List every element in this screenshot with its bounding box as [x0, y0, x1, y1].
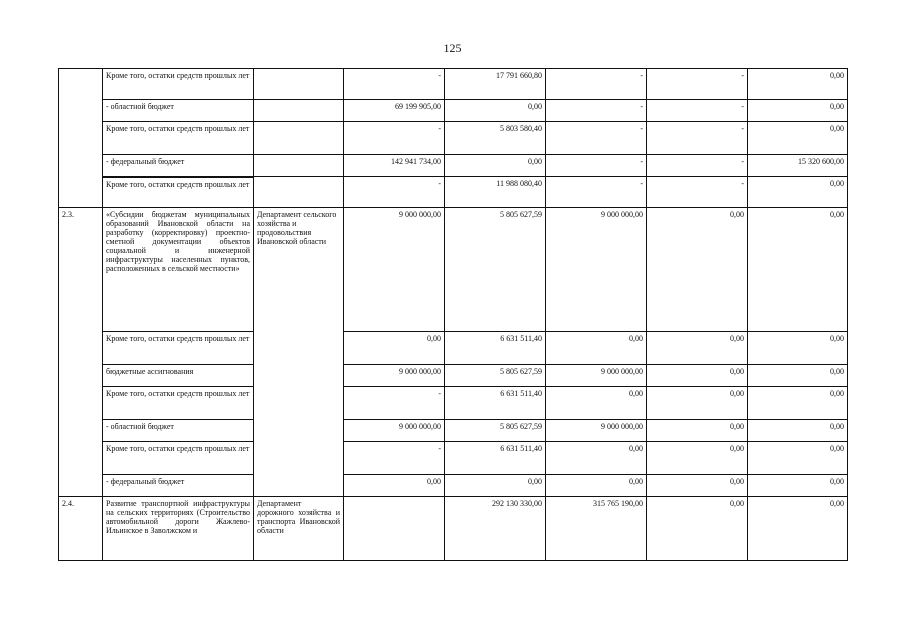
cell-value: 0,00: [546, 442, 647, 475]
cell-value: 0,00: [647, 365, 748, 387]
cell-value: 15 320 600,00: [748, 155, 848, 177]
row-number: 2.3.: [59, 208, 103, 497]
cell-value: 0,00: [748, 177, 848, 208]
table-row: [59, 365, 848, 387]
cell-value: 17 791 660,80: [445, 69, 546, 100]
table-row: [59, 475, 848, 497]
cell-value: -: [647, 155, 748, 177]
cell-value: -: [647, 100, 748, 122]
table-row: [59, 332, 848, 365]
table-row: [59, 208, 848, 332]
cell-value: -: [647, 177, 748, 208]
cell-value: 6 631 511,40: [445, 387, 546, 420]
table-row: [59, 177, 848, 208]
row-description: Кроме того, остатки средств прошлых лет: [103, 122, 254, 155]
cell-value: 0,00: [647, 208, 748, 332]
cell-value: -: [344, 442, 445, 475]
cell-value: -: [344, 387, 445, 420]
cell-value: 0,00: [748, 69, 848, 100]
budget-table: [58, 68, 848, 561]
table-row: [59, 100, 848, 122]
row-number: [59, 69, 103, 208]
row-executor: Департамент сельского хозяйства и продовольствия Ивановской области: [254, 208, 344, 497]
cell-value: -: [344, 122, 445, 155]
cell-value: 5 805 627,59: [445, 420, 546, 442]
row-description: «Субсидии бюджетам муниципальных образований Ивановской области на разработку (корректировку) проектно-сметной документации объектов социальной и инженерной инфраструктуры населенных пунктов, расположенных в сельской местности»: [103, 208, 254, 332]
cell-value: 0,00: [647, 420, 748, 442]
cell-value: 9 000 000,00: [546, 420, 647, 442]
cell-value: 0,00: [344, 332, 445, 365]
cell-value: 142 941 734,00: [344, 155, 445, 177]
cell-value: 0,00: [344, 475, 445, 497]
cell-value: 0,00: [748, 332, 848, 365]
cell-value: 0,00: [546, 332, 647, 365]
cell-value: 0,00: [748, 100, 848, 122]
row-description: Кроме того, остатки средств прошлых лет: [103, 69, 254, 100]
row-executor: [254, 155, 344, 177]
cell-value: -: [546, 69, 647, 100]
cell-value: -: [647, 69, 748, 100]
cell-value: -: [546, 100, 647, 122]
row-number: 2.4.: [59, 497, 103, 561]
cell-value: 0,00: [546, 475, 647, 497]
cell-value: -: [344, 69, 445, 100]
cell-value: 315 765 190,00: [546, 497, 647, 561]
table-row: [59, 420, 848, 442]
cell-value: 11 988 080,40: [445, 177, 546, 208]
cell-value: 0,00: [647, 475, 748, 497]
cell-value: 6 631 511,40: [445, 442, 546, 475]
cell-value: 0,00: [445, 100, 546, 122]
table-row: [59, 442, 848, 475]
cell-value: 69 199 905,00: [344, 100, 445, 122]
cell-value: -: [546, 122, 647, 155]
cell-value: 0,00: [748, 442, 848, 475]
cell-value: 0,00: [748, 122, 848, 155]
table-row: [59, 387, 848, 420]
cell-value: 0,00: [748, 365, 848, 387]
cell-value: 292 130 330,00: [445, 497, 546, 561]
cell-value: -: [344, 177, 445, 208]
table-row: [59, 497, 848, 561]
cell-value: 9 000 000,00: [344, 420, 445, 442]
cell-value: 0,00: [748, 475, 848, 497]
cell-value: 5 805 627,59: [445, 208, 546, 332]
cell-value: 0,00: [748, 208, 848, 332]
cell-value: 0,00: [748, 497, 848, 561]
row-executor: [254, 177, 344, 208]
cell-value: 6 631 511,40: [445, 332, 546, 365]
row-description: Кроме того, остатки средств прошлых лет: [103, 332, 254, 365]
cell-value: 0,00: [647, 332, 748, 365]
cell-value: 0,00: [647, 387, 748, 420]
row-description: Развитие транспортной инфраструктуры на сельских территориях (Строительство автомобильной дороги Жажлево-Ильинское в Заволжском и: [103, 497, 254, 561]
cell-value: 0,00: [445, 155, 546, 177]
row-executor: [254, 100, 344, 122]
row-description: бюджетные ассигнования: [103, 365, 254, 387]
cell-value: 0,00: [445, 475, 546, 497]
row-executor: Департамент дорожного хозяйства и транспорта Ивановской области: [254, 497, 344, 561]
row-description: - областной бюджет: [103, 420, 254, 442]
table-row: [59, 69, 848, 100]
row-description: - федеральный бюджет: [103, 155, 254, 177]
cell-value: 0,00: [647, 497, 748, 561]
cell-value: -: [546, 177, 647, 208]
cell-value: 5 803 580,40: [445, 122, 546, 155]
cell-value: 9 000 000,00: [344, 365, 445, 387]
table-row: [59, 122, 848, 155]
table-row: [59, 155, 848, 177]
cell-value: 0,00: [647, 442, 748, 475]
row-description: Кроме того, остатки средств прошлых лет: [103, 177, 254, 208]
cell-value: 9 000 000,00: [344, 208, 445, 332]
row-description: Кроме того, остатки средств прошлых лет: [103, 442, 254, 475]
cell-value: 0,00: [748, 387, 848, 420]
page-number: 125: [443, 41, 462, 55]
cell-value: 0,00: [546, 387, 647, 420]
row-description: - федеральный бюджет: [103, 475, 254, 497]
cell-value: 0,00: [748, 420, 848, 442]
cell-value: -: [546, 155, 647, 177]
cell-value: -: [647, 122, 748, 155]
cell-value: [344, 497, 445, 561]
row-description: Кроме того, остатки средств прошлых лет: [103, 387, 254, 420]
row-executor: [254, 69, 344, 100]
cell-value: 5 805 627,59: [445, 365, 546, 387]
row-description: - областной бюджет: [103, 100, 254, 122]
row-executor: [254, 122, 344, 155]
cell-value: 9 000 000,00: [546, 365, 647, 387]
cell-value: 9 000 000,00: [546, 208, 647, 332]
